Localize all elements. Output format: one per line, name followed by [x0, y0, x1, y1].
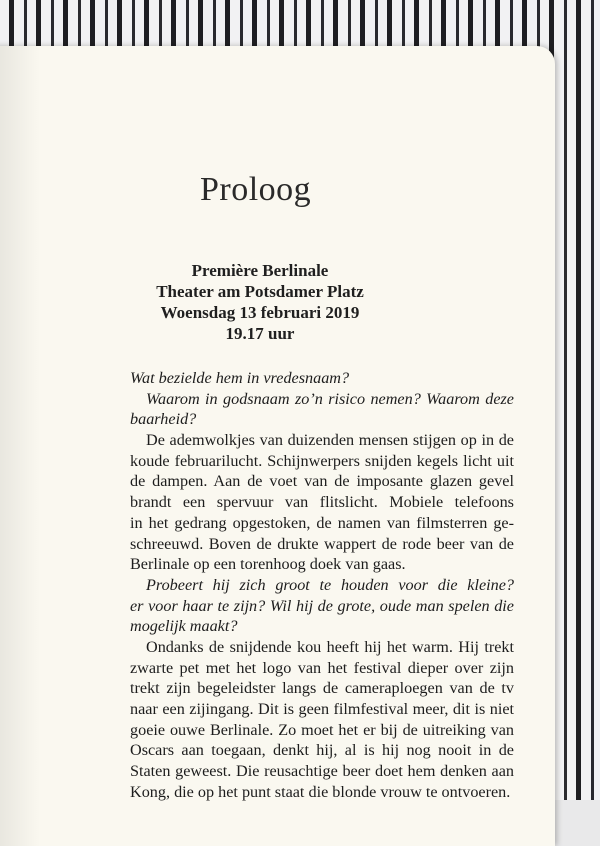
text-line: trekt zijn begeleidster langs de cameraploegen van de tv — [130, 679, 514, 698]
text-line: Wat bezielde hem in vredesnaam? — [130, 369, 350, 387]
text-line: baarheid? — [130, 410, 197, 429]
text-line: Waarom in godsnaam zo’n risico nemen? Waarom deze — [146, 389, 514, 408]
text-line: mogelijk maakt? — [130, 617, 238, 636]
text-line: koude februarilucht. Schijnwerpers snijden kegels licht uit — [130, 451, 514, 470]
text-line: brandt een spervuur van flitslicht. Mobiele telefoons — [130, 493, 514, 512]
text-line: Ondanks de snijdende kou heeft hij het warm. Hij trekt — [146, 637, 514, 656]
text-line: naar een zijingang. Dit is geen filmfestival meer, dit is niet — [130, 700, 514, 718]
text-line: de dampen. Aan de voet van de imposante glazen gevel — [130, 472, 514, 491]
text-line: Berlinale op een torenhoog doek van gaas. — [130, 555, 406, 574]
heading-venue: Theater am Potsdamer Platz — [156, 282, 364, 301]
text-line: schreeuwd. Boven de drukte wappert de rode beer van de — [130, 534, 514, 553]
text-line: Kong, die op het punt staat die blonde vrouw te ontvoeren. — [130, 782, 511, 801]
text-line: Oscars aan toegaan, denkt hij, al is hij nog nooit in de — [130, 741, 514, 760]
book-page — [0, 46, 555, 846]
heading-time: 19.17 uur — [225, 324, 295, 343]
text-line: De ademwolkjes van duizenden mensen stijgen op in de — [146, 431, 514, 450]
text-line: Staten geweest. Die reusachtige beer doet hem denken aan — [130, 762, 514, 781]
scene-heading — [90, 260, 430, 344]
body-text — [130, 368, 514, 802]
text-line: Probeert hij zich groot te houden voor die kleine? — [146, 575, 514, 594]
heading-date: Woensdag 13 februari 2019 — [160, 303, 360, 322]
text-line: goeie ouwe Berlinale. Zo moet het er bij de uitreiking van — [130, 720, 514, 739]
text-line: zwarte pet met het logo van het festival dieper over zijn — [130, 658, 514, 677]
text-line: in het gedrang opgestoken, de namen van filmsterren ge- — [130, 513, 514, 532]
heading-event: Première Berlinale — [191, 261, 329, 280]
chapter-title: Proloog — [200, 171, 312, 208]
text-line: er voor haar te zijn? Wil hij de grote, oude man spelen die — [130, 596, 514, 615]
